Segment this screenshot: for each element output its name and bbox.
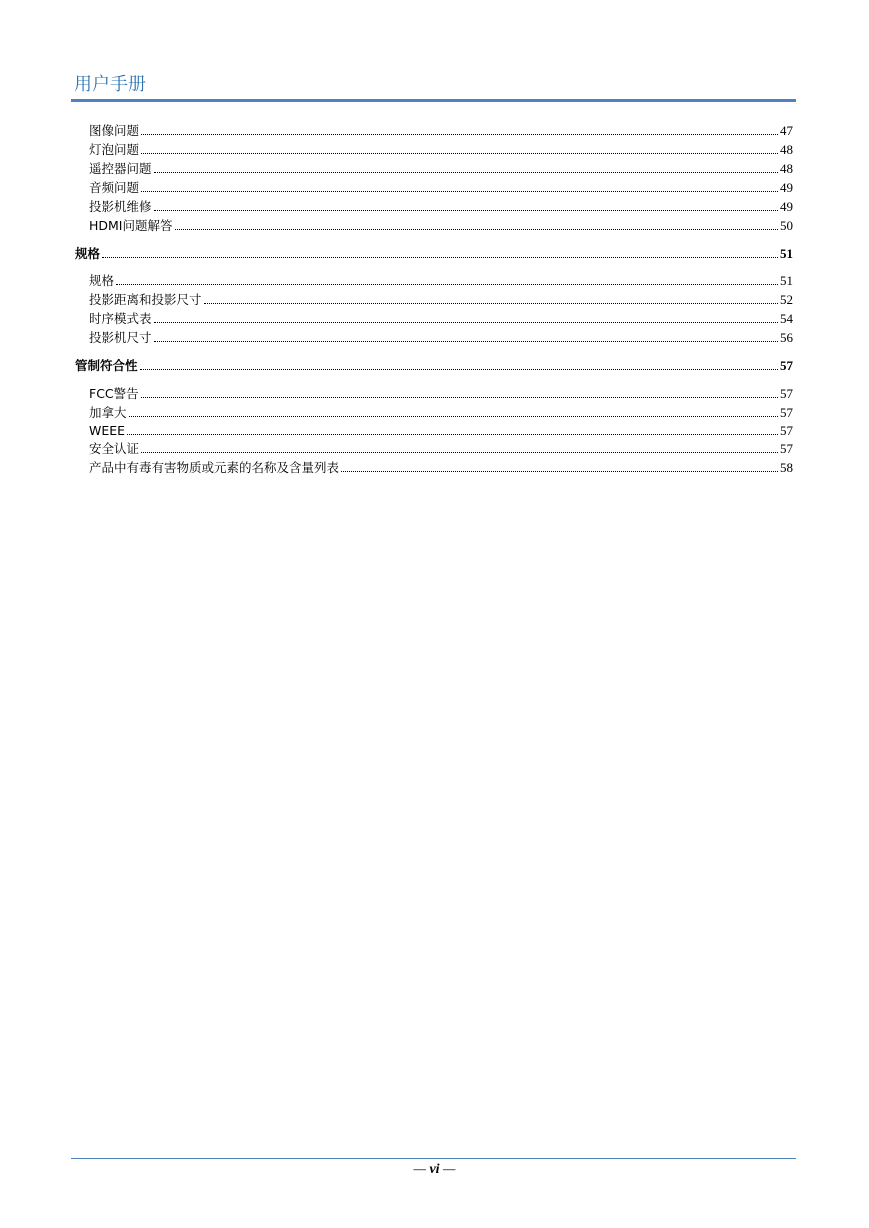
toc-entry-label: 规格 [89, 273, 115, 288]
running-header-title: 用户手册 [74, 74, 146, 95]
toc-entry-label: 图像问题 [89, 123, 140, 138]
toc-leader-dots [141, 397, 778, 398]
toc-section-entry[interactable] [89, 403, 793, 422]
toc-leader-dots [141, 191, 778, 192]
toc-leader-dots [204, 303, 778, 304]
toc-entry-page: 49 [780, 180, 793, 195]
toc-entry-page: 56 [780, 330, 793, 345]
toc-entry-label: 安全认证 [89, 441, 140, 456]
footer-dash-left: — [413, 1162, 426, 1177]
toc-entry-page: 54 [780, 311, 793, 326]
toc-section-entry[interactable] [89, 421, 793, 440]
toc-entry-label: 加拿大 [89, 405, 127, 420]
footer-page-number [0, 1160, 869, 1180]
toc-entry-page: 51 [780, 273, 793, 288]
toc-entry-page: 57 [780, 441, 793, 456]
toc-section-entry[interactable] [89, 121, 793, 140]
toc-entry-page: 58 [780, 460, 793, 475]
toc-entry-page: 48 [780, 161, 793, 176]
toc-section-entry[interactable] [89, 159, 793, 178]
toc-entry-label: HDMI问题解答 [89, 218, 173, 233]
toc-entry-label: 规格 [75, 246, 101, 261]
toc-section-entry[interactable] [89, 197, 793, 216]
toc-leader-dots [141, 153, 778, 154]
toc-section-entry[interactable] [89, 178, 793, 197]
toc-chapter-entry[interactable] [75, 244, 793, 263]
toc-leader-dots [154, 172, 778, 173]
toc-entry-label: FCC警告 [89, 386, 139, 401]
toc-entry-page: 48 [780, 142, 793, 157]
toc-entry-label: 管制符合性 [75, 358, 138, 373]
page-number: vi [429, 1162, 440, 1177]
toc-leader-dots [154, 210, 778, 211]
toc-entry-label: WEEE [89, 423, 126, 438]
toc-leader-dots [116, 284, 778, 285]
toc-entry-label: 音频问题 [89, 180, 140, 195]
footer-divider [71, 1158, 796, 1159]
toc-entry-label: 时序模式表 [89, 311, 152, 326]
toc-leader-dots [175, 229, 779, 230]
toc-entry-label: 遥控器问题 [89, 161, 152, 176]
toc-section-entry[interactable] [89, 271, 793, 290]
toc-leader-dots [140, 369, 778, 370]
toc-entry-label: 产品中有毒有害物质或元素的名称及含量列表 [89, 460, 340, 475]
toc-leader-dots [141, 134, 778, 135]
toc-entry-page: 47 [780, 123, 793, 138]
toc-entry-page: 57 [780, 405, 793, 420]
toc-section-entry[interactable] [89, 309, 793, 328]
toc-leader-dots [154, 322, 778, 323]
toc-entry-page: 51 [780, 246, 793, 261]
toc-entry-page: 57 [780, 358, 793, 373]
toc-entry-label: 投影机维修 [89, 199, 152, 214]
footer-dash-right: — [443, 1162, 456, 1177]
toc-entry-page: 52 [780, 292, 793, 307]
toc-section-entry[interactable] [89, 458, 793, 477]
toc-section-entry[interactable] [89, 439, 793, 458]
toc-leader-dots [154, 341, 778, 342]
toc-section-entry[interactable] [89, 216, 793, 235]
toc-entry-label: 投影机尺寸 [89, 330, 152, 345]
header-divider [71, 99, 796, 102]
toc-section-entry[interactable] [89, 140, 793, 159]
toc-entry-page: 49 [780, 199, 793, 214]
toc-leader-dots [341, 471, 778, 472]
toc-entry-label: 投影距离和投影尺寸 [89, 292, 202, 307]
toc-leader-dots [141, 452, 778, 453]
toc-section-entry[interactable] [89, 290, 793, 309]
toc-entry-page: 50 [780, 218, 793, 233]
toc-chapter-entry[interactable] [75, 356, 793, 375]
toc-section-entry[interactable] [89, 328, 793, 347]
toc-section-entry[interactable] [89, 384, 793, 403]
toc-leader-dots [127, 434, 778, 435]
toc-entry-page: 57 [780, 386, 793, 401]
toc-entry-label: 灯泡问题 [89, 142, 140, 157]
toc-leader-dots [129, 416, 778, 417]
toc-entry-page: 57 [780, 423, 793, 438]
toc-leader-dots [102, 257, 778, 258]
